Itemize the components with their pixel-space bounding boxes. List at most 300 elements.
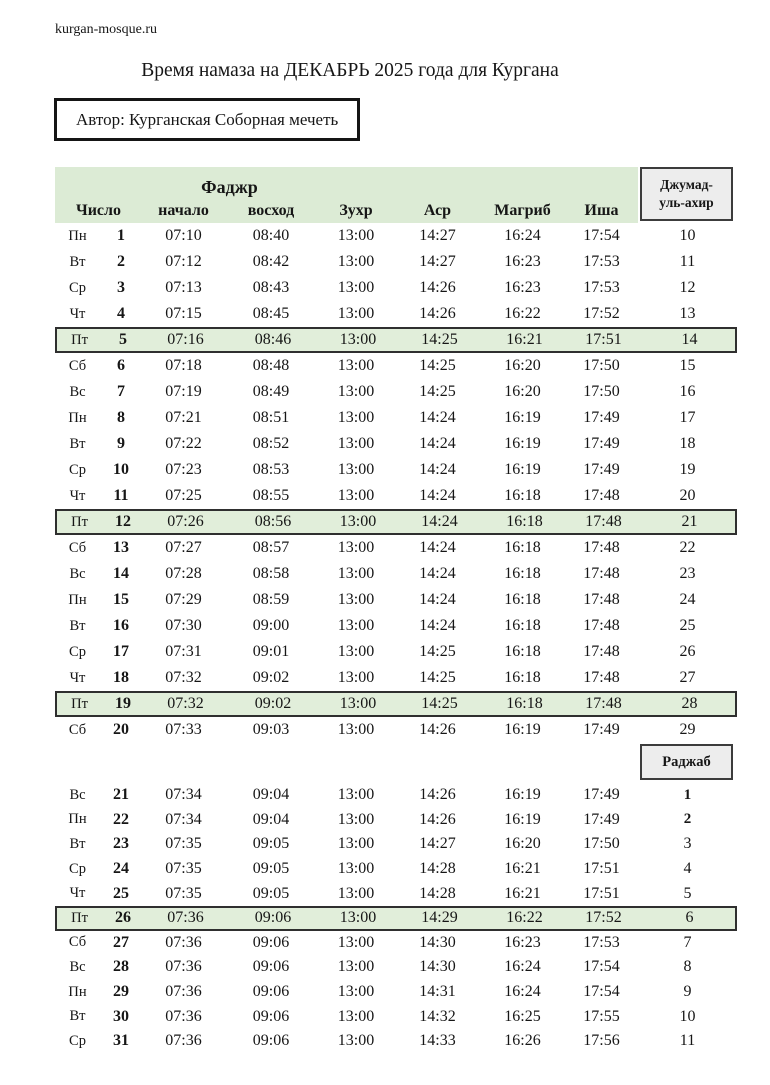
cell-hijri: 10 (679, 1007, 696, 1025)
table-row (55, 1004, 737, 1029)
cell-zuhr: 13:00 (337, 721, 375, 738)
cell-asr: 14:25 (419, 357, 456, 374)
cell-asr: 14:32 (419, 1007, 456, 1025)
table-row (55, 832, 737, 857)
cell-day: 30 (113, 1007, 129, 1025)
table-row (55, 561, 737, 587)
cell-isha: 17:53 (583, 279, 620, 296)
cell-maghrib: 16:18 (504, 643, 541, 660)
cell-day: 18 (113, 669, 129, 686)
cell-dow: Пт (71, 331, 88, 348)
cell-day: 17 (113, 643, 129, 660)
cell-maghrib: 16:24 (504, 983, 541, 1001)
cell-day: 7 (117, 383, 125, 400)
cell-maghrib: 16:22 (504, 305, 541, 322)
month-break-row (55, 743, 737, 783)
cell-maghrib: 16:23 (504, 933, 541, 951)
cell-day: 5 (119, 331, 127, 348)
cell-zuhr: 13:00 (337, 884, 375, 902)
cell-sunrise: 08:55 (252, 487, 290, 504)
cell-asr: 14:27 (419, 835, 456, 853)
header-maghrib: Магриб (494, 201, 551, 219)
table-row (55, 301, 737, 327)
cell-day: 2 (117, 253, 125, 270)
cell-hijri: 1 (683, 786, 692, 803)
cell-asr: 14:31 (419, 983, 456, 1001)
cell-sunrise: 08:48 (252, 357, 290, 374)
header-sunrise: восход (247, 201, 295, 219)
cell-asr: 14:24 (419, 487, 456, 504)
cell-asr: 14:27 (419, 227, 456, 244)
cell-isha: 17:55 (583, 1007, 620, 1025)
cell-zuhr: 13:00 (337, 539, 375, 556)
cell-asr: 14:24 (419, 539, 456, 556)
cell-zuhr: 13:00 (339, 909, 377, 927)
cell-fajr-start: 07:36 (165, 1032, 202, 1050)
cell-fajr-start: 07:36 (165, 983, 202, 1001)
cell-asr: 14:25 (419, 643, 456, 660)
cell-day: 25 (113, 884, 129, 902)
cell-fajr-start: 07:30 (165, 617, 202, 634)
cell-maghrib: 16:19 (504, 786, 541, 804)
table-row (55, 535, 737, 561)
cell-maghrib: 16:19 (504, 435, 541, 452)
cell-fajr-start: 07:29 (165, 591, 202, 608)
cell-day: 21 (113, 786, 129, 804)
header-date: Число (75, 201, 122, 219)
cell-maghrib: 16:23 (504, 279, 541, 296)
cell-dow: Сб (68, 539, 87, 556)
cell-maghrib: 16:18 (504, 617, 541, 634)
cell-day: 19 (115, 695, 131, 712)
cell-asr: 14:24 (419, 591, 456, 608)
cell-day: 13 (113, 539, 129, 556)
table-row-friday (55, 327, 737, 353)
cell-asr: 14:28 (419, 884, 456, 902)
cell-fajr-start: 07:18 (165, 357, 202, 374)
cell-hijri: 4 (683, 860, 692, 878)
cell-zuhr: 13:00 (337, 643, 375, 660)
cell-isha: 17:49 (583, 435, 620, 452)
cell-isha: 17:49 (583, 461, 620, 478)
table-row (55, 457, 737, 483)
cell-day: 28 (113, 958, 129, 976)
cell-sunrise: 08:52 (252, 435, 290, 452)
cell-dow: Пн (68, 591, 87, 608)
cell-sunrise: 08:45 (252, 305, 290, 322)
cell-hijri: 29 (679, 721, 696, 738)
cell-hijri: 2 (683, 811, 692, 828)
cell-hijri: 11 (679, 253, 696, 270)
cell-dow: Ср (69, 1032, 86, 1049)
cell-dow: Вс (69, 383, 86, 400)
cell-sunrise: 08:46 (254, 331, 292, 348)
hijri-month-jumada-box (640, 167, 733, 221)
cell-day: 22 (113, 810, 129, 828)
table-row (55, 665, 737, 691)
cell-zuhr: 13:00 (337, 933, 375, 951)
table-row (55, 717, 737, 743)
site-url: kurgan-mosque.ru (55, 22, 157, 37)
cell-hijri: 26 (679, 643, 696, 660)
cell-sunrise: 09:04 (252, 810, 290, 828)
table-header (55, 167, 737, 223)
cell-sunrise: 09:05 (252, 884, 290, 902)
cell-fajr-start: 07:35 (165, 884, 202, 902)
cell-isha: 17:51 (585, 331, 622, 348)
cell-dow: Ср (69, 643, 86, 660)
cell-fajr-start: 07:35 (165, 835, 202, 853)
cell-hijri: 13 (679, 305, 696, 322)
cell-day: 14 (113, 565, 129, 582)
cell-day: 11 (113, 487, 129, 504)
cell-dow: Пн (68, 983, 87, 1000)
cell-sunrise: 08:59 (252, 591, 290, 608)
cell-asr: 14:26 (419, 279, 456, 296)
cell-zuhr: 13:00 (339, 513, 377, 530)
cell-isha: 17:51 (583, 860, 620, 878)
cell-zuhr: 13:00 (337, 860, 375, 878)
cell-dow: Чт (69, 487, 86, 504)
header-fajr-group: Фаджр (201, 177, 258, 197)
hijri-month-jumada-line2: уль-ахир (659, 195, 714, 210)
cell-maghrib: 16:20 (504, 357, 541, 374)
cell-hijri: 6 (685, 909, 694, 927)
cell-fajr-start: 07:21 (165, 409, 202, 426)
cell-asr: 14:25 (419, 669, 456, 686)
cell-fajr-start: 07:36 (165, 958, 202, 976)
cell-asr: 14:24 (419, 409, 456, 426)
cell-day: 4 (117, 305, 125, 322)
table-row (55, 379, 737, 405)
cell-sunrise: 08:49 (252, 383, 290, 400)
cell-maghrib: 16:20 (504, 835, 541, 853)
cell-isha: 17:48 (583, 669, 620, 686)
cell-isha: 17:53 (583, 253, 620, 270)
cell-sunrise: 09:04 (252, 786, 290, 804)
table-row (55, 980, 737, 1005)
cell-zuhr: 13:00 (337, 487, 375, 504)
cell-day: 10 (113, 461, 129, 478)
cell-asr: 14:30 (419, 933, 456, 951)
cell-fajr-start: 07:36 (165, 933, 202, 951)
cell-zuhr: 13:00 (339, 695, 377, 712)
cell-hijri: 8 (683, 958, 692, 976)
cell-sunrise: 09:02 (252, 669, 290, 686)
cell-fajr-start: 07:26 (167, 513, 204, 530)
table-row-friday (55, 906, 737, 931)
cell-maghrib: 16:19 (504, 810, 541, 828)
cell-fajr-start: 07:27 (165, 539, 202, 556)
cell-isha: 17:48 (585, 513, 622, 530)
cell-asr: 14:25 (421, 695, 458, 712)
cell-maghrib: 16:19 (504, 461, 541, 478)
table-row (55, 639, 737, 665)
cell-asr: 14:24 (419, 435, 456, 452)
cell-maghrib: 16:19 (504, 409, 541, 426)
hijri-month-jumada-line1: Джумад- (660, 177, 713, 193)
cell-isha: 17:48 (585, 695, 622, 712)
cell-isha: 17:49 (583, 810, 620, 828)
cell-fajr-start: 07:28 (165, 565, 202, 582)
cell-fajr-start: 07:31 (165, 643, 202, 660)
cell-day: 31 (113, 1032, 129, 1050)
cell-dow: Чт (69, 305, 86, 322)
cell-hijri: 18 (679, 435, 696, 452)
cell-zuhr: 13:00 (337, 357, 375, 374)
cell-zuhr: 13:00 (337, 279, 375, 296)
cell-hijri: 9 (683, 983, 692, 1001)
table-row-friday (55, 691, 737, 717)
cell-hijri: 3 (683, 835, 692, 853)
cell-day: 23 (113, 835, 129, 853)
cell-dow: Сб (68, 357, 87, 374)
cell-dow: Вт (69, 835, 86, 852)
cell-day: 12 (115, 513, 131, 530)
cell-maghrib: 16:21 (506, 331, 543, 348)
cell-hijri: 10 (679, 227, 696, 244)
cell-fajr-start: 07:23 (165, 461, 202, 478)
cell-fajr-start: 07:35 (165, 860, 202, 878)
rows-section-december-1-20 (55, 223, 737, 743)
cell-zuhr: 13:00 (339, 331, 377, 348)
cell-dow: Вс (69, 786, 86, 803)
table-row (55, 881, 737, 906)
prayer-times-table (55, 167, 737, 1054)
cell-dow: Ср (69, 461, 86, 478)
cell-zuhr: 13:00 (337, 1032, 375, 1050)
cell-fajr-start: 07:25 (165, 487, 202, 504)
cell-asr: 14:26 (419, 721, 456, 738)
cell-sunrise: 09:06 (252, 933, 290, 951)
cell-dow: Вт (69, 253, 86, 270)
table-row (55, 783, 737, 808)
cell-zuhr: 13:00 (337, 383, 375, 400)
cell-zuhr: 13:00 (337, 435, 375, 452)
cell-isha: 17:53 (583, 933, 620, 951)
cell-dow: Пн (68, 409, 87, 426)
cell-zuhr: 13:00 (337, 669, 375, 686)
cell-asr: 14:25 (419, 383, 456, 400)
cell-asr: 14:24 (419, 461, 456, 478)
cell-day: 6 (117, 357, 125, 374)
cell-hijri: 16 (679, 383, 696, 400)
cell-asr: 14:33 (419, 1032, 456, 1050)
cell-sunrise: 09:05 (252, 860, 290, 878)
page-title: Время намаза на ДЕКАБРЬ 2025 года для Кургана (141, 60, 559, 81)
cell-zuhr: 13:00 (337, 810, 375, 828)
cell-fajr-start: 07:19 (165, 383, 202, 400)
cell-zuhr: 13:00 (337, 461, 375, 478)
cell-hijri: 5 (683, 884, 692, 902)
cell-sunrise: 08:51 (252, 409, 290, 426)
cell-sunrise: 08:58 (252, 565, 290, 582)
cell-fajr-start: 07:34 (165, 810, 202, 828)
cell-maghrib: 16:18 (506, 695, 543, 712)
table-row (55, 587, 737, 613)
cell-maghrib: 16:21 (504, 884, 541, 902)
cell-sunrise: 09:01 (252, 643, 290, 660)
cell-isha: 17:49 (583, 786, 620, 804)
cell-hijri: 24 (679, 591, 696, 608)
header-isha: Иша (584, 201, 619, 219)
cell-hijri: 7 (683, 933, 692, 951)
rows-section-december-21-31 (55, 783, 737, 1054)
cell-isha: 17:56 (583, 1032, 620, 1050)
cell-asr: 14:24 (421, 513, 458, 530)
cell-sunrise: 09:00 (252, 617, 290, 634)
cell-day: 1 (117, 227, 125, 244)
cell-sunrise: 09:06 (254, 909, 292, 927)
cell-dow: Ср (69, 279, 86, 296)
table-row-friday (55, 509, 737, 535)
cell-dow: Пн (68, 227, 87, 244)
header-asr: Аср (423, 201, 452, 219)
cell-maghrib: 16:23 (504, 253, 541, 270)
cell-zuhr: 13:00 (337, 591, 375, 608)
cell-maghrib: 16:18 (504, 591, 541, 608)
header-fajr-start: начало (158, 201, 209, 219)
cell-zuhr: 13:00 (337, 958, 375, 976)
cell-hijri: 25 (679, 617, 696, 634)
cell-asr: 14:28 (419, 860, 456, 878)
table-row (55, 857, 737, 882)
cell-sunrise: 08:57 (252, 539, 290, 556)
cell-sunrise: 09:06 (252, 958, 290, 976)
cell-day: 15 (113, 591, 129, 608)
cell-zuhr: 13:00 (337, 835, 375, 853)
cell-maghrib: 16:20 (504, 383, 541, 400)
cell-day: 9 (117, 435, 125, 452)
cell-maghrib: 16:22 (506, 909, 543, 927)
cell-day: 24 (113, 860, 129, 878)
cell-zuhr: 13:00 (337, 253, 375, 270)
cell-zuhr: 13:00 (337, 786, 375, 804)
table-row (55, 431, 737, 457)
cell-day: 20 (113, 721, 129, 738)
cell-maghrib: 16:18 (504, 669, 541, 686)
cell-sunrise: 09:05 (252, 835, 290, 853)
cell-sunrise: 08:43 (252, 279, 290, 296)
cell-day: 27 (113, 933, 129, 951)
cell-day: 3 (117, 279, 125, 296)
cell-maghrib: 16:18 (504, 539, 541, 556)
cell-dow: Вт (69, 1008, 86, 1025)
cell-isha: 17:48 (583, 539, 620, 556)
cell-fajr-start: 07:22 (165, 435, 202, 452)
cell-dow: Вс (69, 565, 86, 582)
cell-maghrib: 16:18 (504, 565, 541, 582)
cell-day: 29 (113, 983, 129, 1001)
table-row (55, 808, 737, 833)
cell-hijri: 17 (679, 409, 696, 426)
cell-isha: 17:50 (583, 835, 620, 853)
table-row (55, 353, 737, 379)
cell-fajr-start: 07:15 (165, 305, 202, 322)
cell-maghrib: 16:21 (504, 860, 541, 878)
cell-maghrib: 16:25 (504, 1007, 541, 1025)
cell-isha: 17:49 (583, 721, 620, 738)
author-box (54, 98, 360, 141)
table-row (55, 955, 737, 980)
cell-asr: 14:24 (419, 617, 456, 634)
cell-dow: Чт (69, 669, 86, 686)
cell-asr: 14:26 (419, 810, 456, 828)
cell-asr: 14:30 (419, 958, 456, 976)
cell-maghrib: 16:18 (506, 513, 543, 530)
cell-sunrise: 08:42 (252, 253, 290, 270)
cell-fajr-start: 07:36 (167, 909, 204, 927)
cell-day: 8 (117, 409, 125, 426)
cell-sunrise: 08:56 (254, 513, 292, 530)
cell-isha: 17:48 (583, 565, 620, 582)
cell-asr: 14:25 (421, 331, 458, 348)
cell-isha: 17:52 (585, 909, 622, 927)
table-row (55, 483, 737, 509)
hijri-month-rajab-box: Раджаб (640, 744, 733, 780)
cell-hijri: 12 (679, 279, 696, 296)
cell-hijri: 28 (681, 695, 698, 712)
cell-hijri: 20 (679, 487, 696, 504)
cell-zuhr: 13:00 (337, 565, 375, 582)
cell-fajr-start: 07:36 (165, 1007, 202, 1025)
cell-hijri: 21 (681, 513, 698, 530)
cell-dow: Пт (71, 909, 88, 926)
table-row (55, 223, 737, 249)
cell-sunrise: 09:02 (254, 695, 292, 712)
cell-zuhr: 13:00 (337, 305, 375, 322)
cell-sunrise: 09:06 (252, 983, 290, 1001)
cell-dow: Сб (68, 934, 87, 951)
table-row (55, 249, 737, 275)
cell-hijri: 14 (681, 331, 698, 348)
table-row (55, 405, 737, 431)
cell-dow: Пт (71, 513, 88, 530)
cell-fajr-start: 07:12 (165, 253, 202, 270)
table-row (55, 931, 737, 956)
cell-sunrise: 08:40 (252, 227, 290, 244)
cell-isha: 17:54 (583, 958, 620, 976)
cell-dow: Пн (68, 811, 87, 828)
cell-maghrib: 16:26 (504, 1032, 541, 1050)
cell-isha: 17:54 (583, 227, 620, 244)
cell-fajr-start: 07:34 (165, 786, 202, 804)
cell-sunrise: 09:06 (252, 1032, 290, 1050)
cell-isha: 17:54 (583, 983, 620, 1001)
cell-isha: 17:48 (583, 487, 620, 504)
cell-isha: 17:48 (583, 643, 620, 660)
cell-fajr-start: 07:32 (167, 695, 204, 712)
cell-isha: 17:48 (583, 617, 620, 634)
cell-hijri: 22 (679, 539, 696, 556)
cell-fajr-start: 07:16 (167, 331, 204, 348)
cell-fajr-start: 07:10 (165, 227, 202, 244)
cell-sunrise: 08:53 (252, 461, 290, 478)
cell-dow: Ср (69, 860, 86, 877)
cell-asr: 14:27 (419, 253, 456, 270)
table-row (55, 1029, 737, 1054)
cell-isha: 17:48 (583, 591, 620, 608)
cell-hijri: 27 (679, 669, 696, 686)
cell-day: 16 (113, 617, 129, 634)
cell-zuhr: 13:00 (337, 617, 375, 634)
cell-day: 26 (115, 909, 131, 927)
header-zuhr: Зухр (339, 201, 373, 219)
cell-asr: 14:24 (419, 565, 456, 582)
cell-sunrise: 09:03 (252, 721, 290, 738)
cell-zuhr: 13:00 (337, 1007, 375, 1025)
cell-hijri: 11 (679, 1032, 696, 1050)
